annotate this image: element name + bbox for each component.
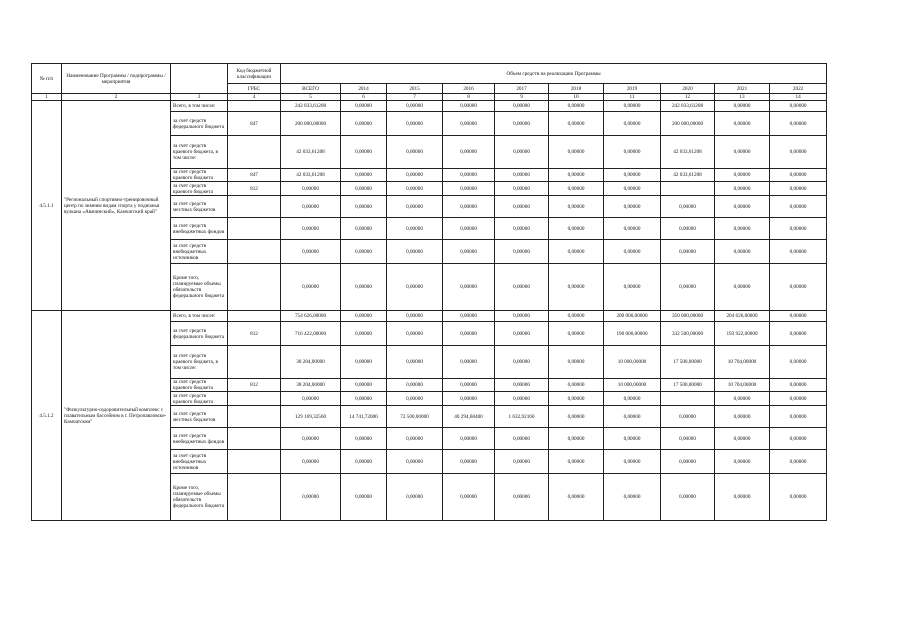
grbs-code: 847 (228, 112, 281, 136)
amount-cell: 0,00000 (549, 136, 604, 169)
column-index: 11 (604, 94, 661, 101)
amount-cell: 0,00000 (770, 101, 827, 112)
amount-cell: 200 000,00000 (281, 112, 341, 136)
amount-cell: 0,00000 (549, 322, 604, 346)
header-year: 2017 (495, 84, 549, 94)
amount-cell: 0,00000 (387, 379, 443, 392)
item-number: 4.5.1.2 (32, 311, 62, 521)
amount-cell: 200 000,00000 (661, 112, 715, 136)
amount-cell: 38 204,00000 (281, 346, 341, 379)
amount-cell: 716 422,00000 (281, 322, 341, 346)
column-index: 7 (387, 94, 443, 101)
amount-cell: 0,00000 (604, 264, 661, 311)
amount-cell: 0,00000 (495, 322, 549, 346)
item-number: 4.5.1.1 (32, 101, 62, 311)
amount-cell: 0,00000 (443, 169, 495, 182)
amount-cell: 0,00000 (495, 218, 549, 240)
amount-cell: 0,00000 (495, 450, 549, 474)
amount-cell: 0,00000 (604, 474, 661, 521)
amount-cell: 0,00000 (715, 112, 770, 136)
amount-cell: 0,00000 (281, 264, 341, 311)
amount-cell: 0,00000 (661, 450, 715, 474)
amount-cell: 0,00000 (495, 474, 549, 521)
column-index: 6 (341, 94, 387, 101)
funding-source: Кроме того, планируемые объемы обязательств федерального бюджета (171, 474, 228, 521)
amount-cell: 0,00000 (495, 379, 549, 392)
amount-cell: 0,00000 (604, 136, 661, 169)
column-index: 14 (770, 94, 827, 101)
amount-cell: 0,00000 (495, 182, 549, 196)
amount-cell: 0,00000 (443, 196, 495, 218)
amount-cell: 0,00000 (770, 450, 827, 474)
amount-cell: 0,00000 (549, 112, 604, 136)
amount-cell: 0,00000 (715, 169, 770, 182)
funding-source: за счет средств краевого бюджета (171, 379, 228, 392)
header-year: 2022 (770, 84, 827, 94)
amount-cell: 0,00000 (770, 169, 827, 182)
grbs-code: 812 (228, 322, 281, 346)
header-year: 2015 (387, 84, 443, 94)
amount-cell: 0,00000 (715, 136, 770, 169)
header-year: 2014 (341, 84, 387, 94)
amount-cell: 0,00000 (549, 406, 604, 428)
amount-cell: 0,00000 (495, 311, 549, 322)
amount-cell: 0,00000 (341, 311, 387, 322)
amount-cell: 0,00000 (495, 196, 549, 218)
column-index: 5 (281, 94, 341, 101)
funding-source: за счет средств внебюджетных источников (171, 450, 228, 474)
header-year: 2019 (604, 84, 661, 94)
amount-cell: 0,00000 (661, 240, 715, 264)
amount-cell: 17 500,00000 (661, 379, 715, 392)
amount-cell: 0,00000 (387, 218, 443, 240)
funding-source: за счет средств краевого бюджета, в том числе: (171, 346, 228, 379)
amount-cell: 0,00000 (443, 182, 495, 196)
header-grbs: ГРБС (228, 84, 281, 94)
amount-cell: 0,00000 (443, 136, 495, 169)
amount-cell: 0,00000 (387, 428, 443, 450)
amount-cell: 242 033,61208 (661, 101, 715, 112)
amount-cell: 0,00000 (661, 264, 715, 311)
amount-cell: 0,00000 (387, 101, 443, 112)
amount-cell: 0,00000 (549, 450, 604, 474)
amount-cell: 0,00000 (549, 379, 604, 392)
amount-cell: 0,00000 (549, 101, 604, 112)
amount-cell: 0,00000 (661, 196, 715, 218)
amount-cell: 0,00000 (341, 346, 387, 379)
amount-cell: 0,00000 (387, 474, 443, 521)
amount-cell: 42 033,61208 (661, 136, 715, 169)
amount-cell: 0,00000 (770, 311, 827, 322)
grbs-code (228, 474, 281, 521)
amount-cell (661, 182, 715, 196)
amount-cell: 0,00000 (715, 218, 770, 240)
amount-cell: 0,00000 (341, 450, 387, 474)
amount-cell: 0,00000 (341, 112, 387, 136)
funding-source: за счет средств федерального бюджета (171, 322, 228, 346)
header-year: ВСЕГО (281, 84, 341, 94)
amount-cell: 0,00000 (341, 136, 387, 169)
amount-cell: 0,00000 (549, 428, 604, 450)
amount-cell: 0,00000 (495, 264, 549, 311)
grbs-code (228, 392, 281, 406)
header-year: 2020 (661, 84, 715, 94)
amount-cell: 0,00000 (715, 182, 770, 196)
column-index: 2 (62, 94, 171, 101)
amount-cell: 14 741,72000 (341, 406, 387, 428)
amount-cell: 0,00000 (770, 218, 827, 240)
amount-cell: 0,00000 (341, 379, 387, 392)
amount-cell: 0,00000 (387, 112, 443, 136)
amount-cell: 0,00000 (495, 136, 549, 169)
amount-cell: 0,00000 (341, 428, 387, 450)
amount-cell: 0,00000 (715, 392, 770, 406)
grbs-code (228, 406, 281, 428)
amount-cell: 0,00000 (443, 311, 495, 322)
grbs-code (228, 311, 281, 322)
amount-cell: 0,00000 (341, 169, 387, 182)
amount-cell: 0,00000 (604, 406, 661, 428)
amount-cell: 0,00000 (604, 101, 661, 112)
header-year: 2021 (715, 84, 770, 94)
column-index: 4 (228, 94, 281, 101)
amount-cell: 0,00000 (549, 311, 604, 322)
amount-cell: 0,00000 (281, 392, 341, 406)
amount-cell: 0,00000 (341, 240, 387, 264)
amount-cell: 0,00000 (281, 240, 341, 264)
amount-cell: 0,00000 (495, 428, 549, 450)
amount-cell: 0,00000 (715, 406, 770, 428)
amount-cell: 0,00000 (341, 196, 387, 218)
amount-cell: 0,00000 (387, 240, 443, 264)
funding-source: Всего, в том числе: (171, 311, 228, 322)
amount-cell: 0,00000 (549, 264, 604, 311)
amount-cell: 0,00000 (661, 406, 715, 428)
amount-cell: 332 500,00000 (661, 322, 715, 346)
grbs-code: 812 (228, 182, 281, 196)
funding-source: за счет средств федерального бюджета (171, 112, 228, 136)
amount-cell: 0,00000 (443, 112, 495, 136)
amount-cell (661, 392, 715, 406)
column-index: 10 (549, 94, 604, 101)
amount-cell: 0,00000 (549, 474, 604, 521)
amount-cell: 0,00000 (549, 346, 604, 379)
amount-cell: 0,00000 (715, 474, 770, 521)
amount-cell: 0,00000 (387, 182, 443, 196)
amount-cell: 0,00000 (770, 379, 827, 392)
amount-cell: 0,00000 (495, 392, 549, 406)
amount-cell: 17 500,00000 (661, 346, 715, 379)
amount-cell: 0,00000 (770, 112, 827, 136)
amount-cell: 0,00000 (387, 311, 443, 322)
grbs-code (228, 240, 281, 264)
amount-cell: 42 033,61208 (661, 169, 715, 182)
amount-cell: 0,00000 (341, 392, 387, 406)
amount-cell: 0,00000 (443, 379, 495, 392)
amount-cell: 242 033,61208 (281, 101, 341, 112)
amount-cell: 0,00000 (604, 218, 661, 240)
table-row (32, 311, 827, 322)
amount-cell: 0,00000 (341, 264, 387, 311)
amount-cell: 0,00000 (443, 240, 495, 264)
amount-cell: 0,00000 (387, 264, 443, 311)
grbs-code: 847 (228, 169, 281, 182)
amount-cell: 350 000,00000 (661, 311, 715, 322)
grbs-code (228, 428, 281, 450)
amount-cell: 0,00000 (770, 264, 827, 311)
funding-source: за счет средств краевого бюджета, в том числе: (171, 136, 228, 169)
amount-cell: 38 204,00000 (281, 379, 341, 392)
amount-cell: 0,00000 (549, 182, 604, 196)
header-volume: Объем средств на реализацию Программы (281, 64, 827, 84)
amount-cell: 0,00000 (549, 218, 604, 240)
amount-cell: 0,00000 (281, 474, 341, 521)
amount-cell: 0,00000 (770, 474, 827, 521)
amount-cell: 0,00000 (715, 450, 770, 474)
funding-source: за счет средств краевого бюджета (171, 392, 228, 406)
funding-source: за счет средств внебюджетных фондов (171, 428, 228, 450)
amount-cell: 0,00000 (770, 392, 827, 406)
budget-table (31, 63, 827, 521)
funding-source: за счет средств внебюджетных фондов (171, 218, 228, 240)
amount-cell: 0,00000 (770, 346, 827, 379)
amount-cell: 0,00000 (443, 322, 495, 346)
funding-source: за счет средств краевого бюджета (171, 169, 228, 182)
amount-cell: 0,00000 (281, 196, 341, 218)
amount-cell: 0,00000 (387, 196, 443, 218)
amount-cell: 0,00000 (770, 136, 827, 169)
amount-cell: 0,00000 (549, 196, 604, 218)
amount-cell: 193 922,00000 (715, 322, 770, 346)
amount-cell: 10 704,00000 (715, 379, 770, 392)
amount-cell: 0,00000 (770, 182, 827, 196)
amount-cell: 0,00000 (495, 240, 549, 264)
amount-cell: 0,00000 (661, 428, 715, 450)
amount-cell: 0,00000 (604, 196, 661, 218)
amount-cell: 0,00000 (604, 112, 661, 136)
grbs-code (228, 136, 281, 169)
table-row (32, 101, 827, 112)
amount-cell: 0,00000 (770, 322, 827, 346)
amount-cell: 0,00000 (341, 101, 387, 112)
grbs-code (228, 346, 281, 379)
amount-cell: 0,00000 (387, 450, 443, 474)
amount-cell: 0,00000 (661, 218, 715, 240)
amount-cell: 754 626,00000 (281, 311, 341, 322)
amount-cell: 1 632,92160 (495, 406, 549, 428)
amount-cell: 0,00000 (770, 406, 827, 428)
amount-cell: 0,00000 (715, 264, 770, 311)
amount-cell: 0,00000 (661, 474, 715, 521)
funding-source: за счет средств местных бюджетов (171, 406, 228, 428)
amount-cell: 0,00000 (443, 392, 495, 406)
column-index: 13 (715, 94, 770, 101)
column-index: 12 (661, 94, 715, 101)
column-index: 8 (443, 94, 495, 101)
column-index: 3 (171, 94, 228, 101)
grbs-code (228, 101, 281, 112)
funding-source: за счет средств местных бюджетов (171, 196, 228, 218)
funding-source: за счет средств краевого бюджета (171, 182, 228, 196)
column-index: 9 (495, 94, 549, 101)
amount-cell: 0,00000 (495, 101, 549, 112)
amount-cell: 204 626,00000 (715, 311, 770, 322)
amount-cell: 0,00000 (715, 196, 770, 218)
amount-cell: 0,00000 (604, 240, 661, 264)
amount-cell: 0,00000 (387, 322, 443, 346)
amount-cell: 0,00000 (495, 112, 549, 136)
funding-source: Кроме того, планируемые объемы обязательств федерального бюджета (171, 264, 228, 311)
amount-cell: 42 033,61208 (281, 136, 341, 169)
amount-cell: 200 000,00000 (604, 311, 661, 322)
amount-cell: 0,00000 (715, 240, 770, 264)
amount-cell: 0,00000 (604, 169, 661, 182)
amount-cell: 0,00000 (715, 101, 770, 112)
amount-cell: 0,00000 (549, 392, 604, 406)
amount-cell: 0,00000 (387, 346, 443, 379)
amount-cell: 10 000,00000 (604, 379, 661, 392)
amount-cell: 0,00000 (281, 428, 341, 450)
amount-cell: 0,00000 (443, 218, 495, 240)
header-year: 2016 (443, 84, 495, 94)
amount-cell: 0,00000 (443, 101, 495, 112)
amount-cell: 0,00000 (443, 474, 495, 521)
header-source (171, 64, 228, 94)
amount-cell: 0,00000 (604, 428, 661, 450)
grbs-code (228, 264, 281, 311)
amount-cell: 0,00000 (443, 428, 495, 450)
amount-cell: 0,00000 (341, 474, 387, 521)
amount-cell: 0,00000 (604, 182, 661, 196)
amount-cell: 10 000,00000 (604, 346, 661, 379)
amount-cell: 0,00000 (387, 169, 443, 182)
amount-cell: 0,00000 (604, 392, 661, 406)
grbs-code (228, 196, 281, 218)
item-name: "Региональный спортивно-тренировочный центр по зимним видам спорта у подножья вулкана «Авачинский», Камчатский край" (62, 101, 171, 311)
amount-cell: 40 294,68400 (443, 406, 495, 428)
funding-source: Всего, в том числе: (171, 101, 228, 112)
header-code: Код бюджетной классификации (228, 64, 281, 84)
amount-cell: 0,00000 (341, 218, 387, 240)
amount-cell: 0,00000 (281, 450, 341, 474)
amount-cell: 190 000,00000 (604, 322, 661, 346)
funding-source: за счет средств внебюджетных источников (171, 240, 228, 264)
column-index: 1 (32, 94, 62, 101)
amount-cell: 0,00000 (281, 182, 341, 196)
amount-cell: 0,00000 (443, 264, 495, 311)
header-number: № п/п (32, 64, 62, 94)
grbs-code: 812 (228, 379, 281, 392)
amount-cell: 129 169,32560 (281, 406, 341, 428)
amount-cell: 0,00000 (495, 169, 549, 182)
amount-cell: 0,00000 (341, 182, 387, 196)
amount-cell: 0,00000 (387, 136, 443, 169)
amount-cell: 0,00000 (770, 240, 827, 264)
amount-cell: 0,00000 (443, 346, 495, 379)
amount-cell: 0,00000 (549, 240, 604, 264)
grbs-code (228, 218, 281, 240)
amount-cell: 0,00000 (387, 392, 443, 406)
amount-cell: 42 033,61208 (281, 169, 341, 182)
amount-cell: 0,00000 (281, 218, 341, 240)
amount-cell: 72 500,00000 (387, 406, 443, 428)
amount-cell: 0,00000 (770, 196, 827, 218)
item-name: "Физкультурно-оздоровительный комплекс с плавательным бассейном в г. Петропавловске-Камчатском" (62, 311, 171, 521)
amount-cell: 0,00000 (604, 450, 661, 474)
header-year: 2018 (549, 84, 604, 94)
amount-cell: 0,00000 (443, 450, 495, 474)
amount-cell: 0,00000 (715, 428, 770, 450)
header-name: Наименование Программы / подпрограммы / мероприятия (62, 64, 171, 94)
amount-cell: 0,00000 (341, 322, 387, 346)
amount-cell: 10 704,00000 (715, 346, 770, 379)
grbs-code (228, 450, 281, 474)
amount-cell: 0,00000 (495, 346, 549, 379)
amount-cell: 0,00000 (770, 428, 827, 450)
amount-cell: 0,00000 (549, 169, 604, 182)
